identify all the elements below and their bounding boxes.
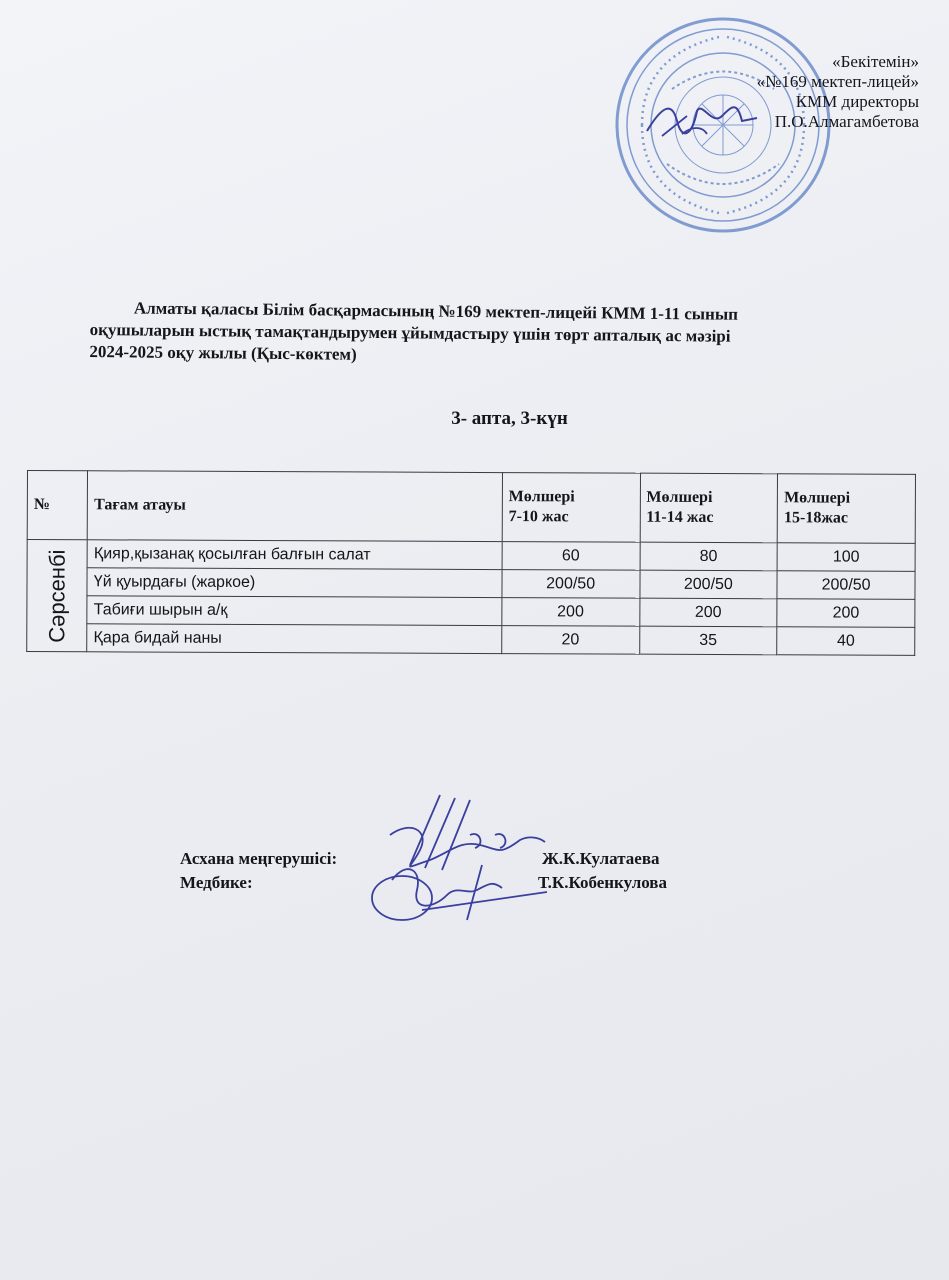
portion-value: 100: [777, 543, 915, 572]
signature-row: [180, 872, 740, 896]
header-label: Мөлшері: [646, 488, 713, 506]
dish-name: Қара бидай наны: [87, 624, 502, 654]
signatures-block: [180, 848, 740, 896]
page-title: [89, 297, 910, 372]
header-age: 7-10 жас: [508, 508, 569, 526]
approval-director: П.О.Алмагамбетова: [774, 112, 919, 131]
signature-row: [180, 848, 740, 872]
dish-name: Қияр,қызанақ қосылған балғын салат: [87, 540, 502, 570]
portion-value: 200: [502, 598, 640, 627]
portion-value: 200/50: [639, 570, 777, 599]
approval-line: КММ директоры: [795, 92, 919, 111]
header-label: Мөлшері: [784, 489, 851, 507]
header-age: 11-14 жас: [646, 508, 714, 526]
title-line: 2024-2025 оқу жылы (Қыс-көктем): [89, 341, 357, 364]
role-canteen-head: Асхана меңгерушісі:: [180, 849, 338, 868]
menu-table: [26, 470, 916, 656]
portion-value: 40: [777, 627, 915, 656]
role-nurse: Медбике:: [180, 873, 253, 892]
header-portion-15-18: [777, 474, 915, 544]
portion-value: 35: [639, 626, 777, 655]
portion-value: 200/50: [502, 570, 640, 599]
table-row: [27, 540, 915, 572]
header-dish-name: Тағам атауы: [88, 471, 503, 542]
portion-value: 200: [639, 598, 777, 627]
approval-line: «№169 мектеп-лицей»: [756, 72, 919, 91]
day-cell: [27, 540, 88, 652]
title-line: оқушыларын ыстық тамақтандырумен ұйымдастыру үшін төрт апталық ас мәзірі: [89, 319, 731, 346]
person-nurse: Т.К.Кобенкулова: [538, 873, 667, 892]
day-label: Сәрсенбі: [43, 548, 70, 643]
header-age: 15-18жас: [783, 509, 849, 527]
table-row: [27, 596, 915, 628]
portion-value: 200: [777, 599, 915, 628]
table-header-row: [27, 471, 915, 544]
header-label: Мөлшері: [508, 488, 575, 506]
approval-line: «Бекітемін»: [832, 52, 919, 71]
portion-value: 80: [640, 542, 778, 571]
portion-value: 200/50: [777, 571, 915, 600]
approval-block: [619, 52, 919, 132]
dish-name: Үй қуырдағы (жаркое): [87, 568, 502, 598]
portion-value: 60: [502, 542, 640, 571]
header-portion-7-10: [502, 473, 640, 543]
title-line: Алматы қаласы Білім басқармасының №169 мектеп-лицейі КММ 1-11 сынып: [133, 298, 739, 324]
portion-value: 20: [501, 626, 639, 655]
dish-name: Табиғи шырын а/қ: [87, 596, 502, 626]
table-row: [27, 624, 915, 656]
header-portion-11-14: [640, 473, 778, 543]
week-day-subtitle: 3- апта, 3-күн: [451, 408, 568, 429]
header-number: №: [27, 471, 88, 540]
person-canteen-head: Ж.К.Кулатаева: [542, 849, 660, 868]
table-row: [27, 568, 915, 600]
